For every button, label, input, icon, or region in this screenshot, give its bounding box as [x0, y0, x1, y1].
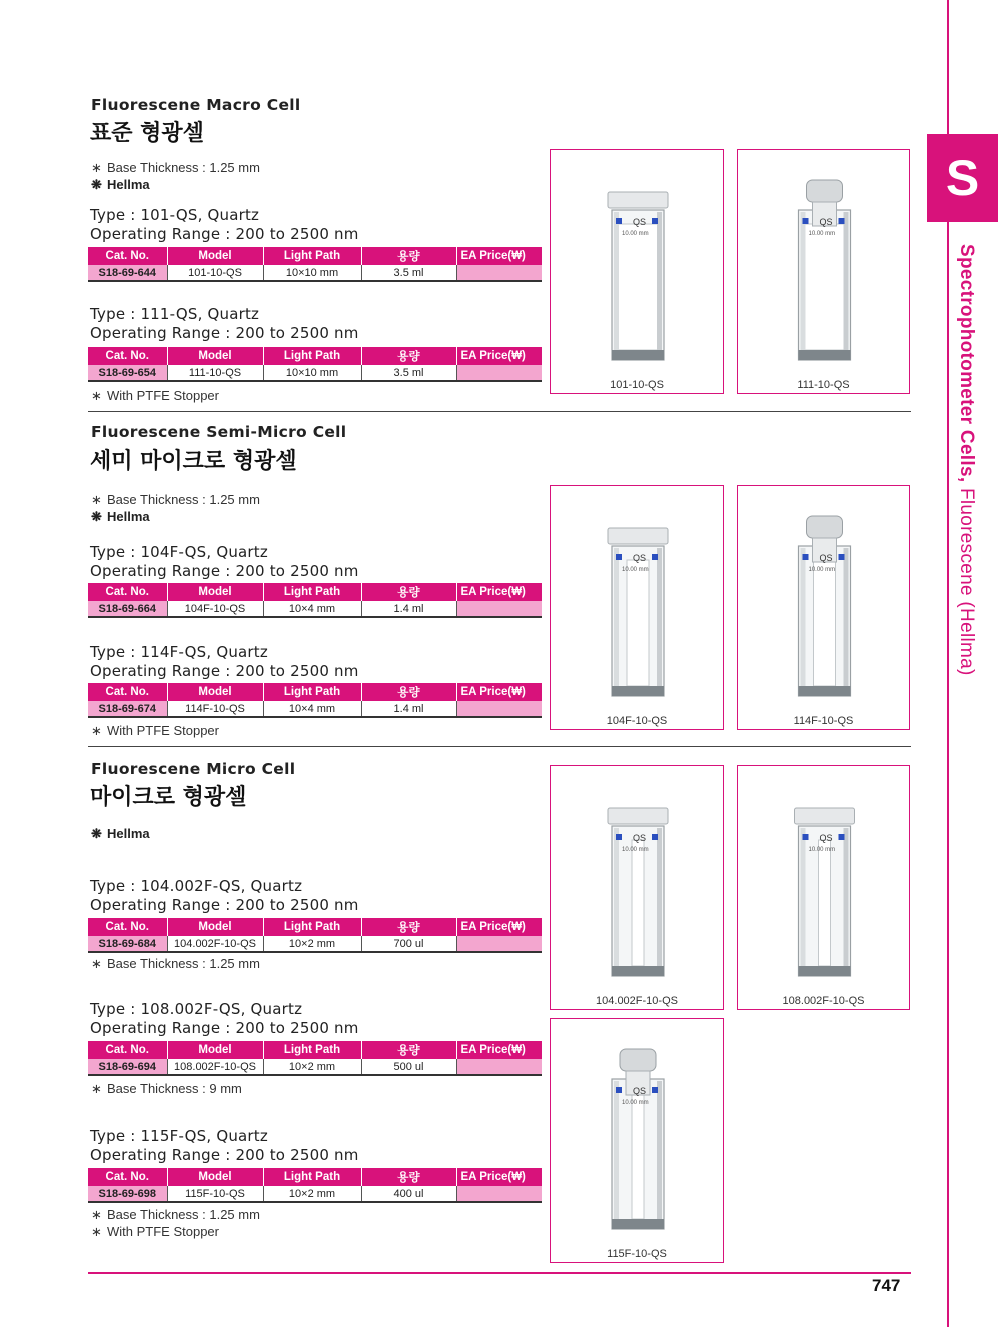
note-base-thickness: ∗ Base Thickness : 1.25 mm [91, 160, 260, 175]
photo-caption: 111-10-QS [797, 379, 850, 391]
cuvette-mark-text: QS [819, 553, 833, 563]
spec-table-104F: Cat. No. Model Light Path 용량 EA Price(₩) S18-69-664 104F-10-QS 10×4 mm 1.4 ml [88, 583, 542, 618]
cuvette-mark-subtext: 10.00 mm [808, 847, 836, 853]
cuvette-image [551, 766, 725, 1011]
note-ptfe: ∗ With PTFE Stopper [91, 1224, 219, 1239]
photo-108002F-10-QS [737, 765, 910, 1010]
page-number: 747 [872, 1276, 901, 1295]
spec-table-114F: Cat. No. Model Light Path 용량 EA Price(₩) S18-69-674 114F-10-QS 10×4 mm 1.4 ml [88, 683, 542, 718]
note-base-thickness: ∗ Base Thickness : 1.25 mm [91, 492, 260, 507]
cuvette-mark-subtext: 10.00 mm [622, 1100, 649, 1106]
cuvette-image [738, 150, 911, 395]
cuvette-mark-subtext: 10.00 mm [808, 567, 836, 573]
table-row: S18-69-694 108.002F-10-QS 10×2 mm 500 ul [88, 1059, 542, 1075]
photo-101-10-QS [550, 149, 724, 394]
photo-115F-10-QS [550, 1018, 724, 1263]
cuvette-image [551, 1019, 725, 1264]
section-divider [88, 746, 911, 747]
spec-table-104002F: Cat. No. Model Light Path 용량 EA Price(₩) S18-69-684 104.002F-10-QS 10×2 mm 700 ul [88, 918, 542, 953]
photo-caption: 115F-10-QS [607, 1248, 667, 1260]
note-ptfe: ∗ With PTFE Stopper [91, 388, 219, 403]
product-type-104002F: Type : 104.002F-QS, Quartz Operating Range : 200 to 2500 nm [90, 877, 359, 914]
footer-rule [88, 1272, 911, 1274]
note-base-thickness: ∗ Base Thickness : 1.25 mm [91, 1207, 260, 1222]
photo-114F-10-QS [737, 485, 910, 730]
photo-caption: 104.002F-10-QS [596, 995, 678, 1007]
photo-104F-10-QS [550, 485, 724, 730]
table-row: S18-69-684 104.002F-10-QS 10×2 mm 700 ul [88, 936, 542, 952]
product-type-115F: Type : 115F-QS, Quartz Operating Range : 200 to 2500 nm [90, 1127, 359, 1164]
photo-111-10-QS [737, 149, 910, 394]
section-tab: S [927, 134, 998, 222]
cuvette-image [551, 150, 725, 395]
side-title-rest: Fluorescene (Hellma) [956, 482, 977, 676]
table-row: S18-69-654 111-10-QS 10×10 mm 3.5 ml [88, 365, 542, 381]
section-title-semimicro: Fluorescene Semi-Micro Cell [91, 423, 347, 441]
section-title-macro: Fluorescene Macro Cell [91, 96, 301, 114]
note-hellma: ❋ Hellma [91, 177, 150, 192]
cuvette-mark-text: QS [633, 833, 647, 843]
photo-caption: 104F-10-QS [606, 715, 668, 727]
section-title-ko-semimicro: 세미 마이크로 형광셀 [90, 449, 297, 474]
note-hellma: ❋ Hellma [91, 509, 150, 524]
note-hellma: ❋ Hellma [91, 826, 150, 841]
hellma-mark-icon: ❋ [91, 509, 102, 524]
table-row: S18-69-698 115F-10-QS 10×2 mm 400 ul [88, 1186, 542, 1202]
section-title-ko-macro: 표준 형광셀 [90, 121, 204, 146]
cuvette-mark-text: QS [633, 553, 647, 563]
photo-104002F-10-QS [550, 765, 724, 1010]
cuvette-mark-subtext: 10.00 mm [622, 231, 649, 237]
cuvette-mark-text: QS [633, 217, 647, 227]
product-type-101: Type : 101-QS, Quartz Operating Range : 200 to 2500 nm [90, 206, 359, 243]
product-type-104F: Type : 104F-QS, Quartz Operating Range : 200 to 2500 nm [90, 543, 359, 580]
product-type-111: Type : 111-QS, Quartz Operating Range : 200 to 2500 nm [90, 305, 359, 342]
hellma-mark-icon: ❋ [91, 177, 102, 192]
note-base-thickness: ∗ Base Thickness : 1.25 mm [91, 956, 260, 971]
spec-table-101: Cat. No. Model Light Path 용량 EA Price(₩) S18-69-644 101-10-QS 10×10 mm 3.5 ml [88, 247, 542, 282]
table-row: S18-69-644 101-10-QS 10×10 mm 3.5 ml [88, 265, 542, 281]
section-title-micro: Fluorescene Micro Cell [91, 760, 296, 778]
cuvette-image [738, 486, 911, 731]
cuvette-mark-subtext: 10.00 mm [622, 847, 649, 853]
cuvette-mark-subtext: 10.00 mm [622, 567, 649, 573]
photo-caption: 108.002F-10-QS [782, 995, 865, 1007]
cuvette-image [551, 486, 725, 731]
photo-caption: 114F-10-QS [793, 715, 854, 727]
asterisk-icon: ∗ [91, 160, 102, 175]
spec-table-115F: Cat. No. Model Light Path 용량 EA Price(₩) S18-69-698 115F-10-QS 10×2 mm 400 ul [88, 1168, 542, 1203]
product-type-114F: Type : 114F-QS, Quartz Operating Range : 200 to 2500 nm [90, 643, 359, 680]
cuvette-mark-subtext: 10.00 mm [808, 231, 836, 237]
photo-caption: 101-10-QS [610, 379, 664, 391]
spec-table-108002F: Cat. No. Model Light Path 용량 EA Price(₩) S18-69-694 108.002F-10-QS 10×2 mm 500 ul [88, 1041, 542, 1076]
side-title [955, 244, 977, 844]
cuvette-mark-text: QS [633, 1086, 647, 1096]
table-row: S18-69-674 114F-10-QS 10×4 mm 1.4 ml [88, 701, 542, 717]
section-title-ko-micro: 마이크로 형광셀 [90, 785, 247, 810]
note-ptfe: ∗ With PTFE Stopper [91, 723, 219, 738]
spec-table-111: Cat. No. Model Light Path 용량 EA Price(₩) S18-69-654 111-10-QS 10×10 mm 3.5 ml [88, 347, 542, 382]
table-row: S18-69-664 104F-10-QS 10×4 mm 1.4 ml [88, 601, 542, 617]
note-base-thickness: ∗ Base Thickness : 9 mm [91, 1081, 242, 1096]
product-type-108002F: Type : 108.002F-QS, Quartz Operating Range : 200 to 2500 nm [90, 1000, 359, 1037]
cuvette-image [738, 766, 911, 1011]
cuvette-mark-text: QS [819, 217, 833, 227]
cuvette-mark-text: QS [819, 833, 833, 843]
section-divider [88, 411, 911, 412]
side-title-bold: Spectrophotometer Cells, [956, 244, 977, 483]
hellma-mark-icon: ❋ [91, 826, 102, 841]
